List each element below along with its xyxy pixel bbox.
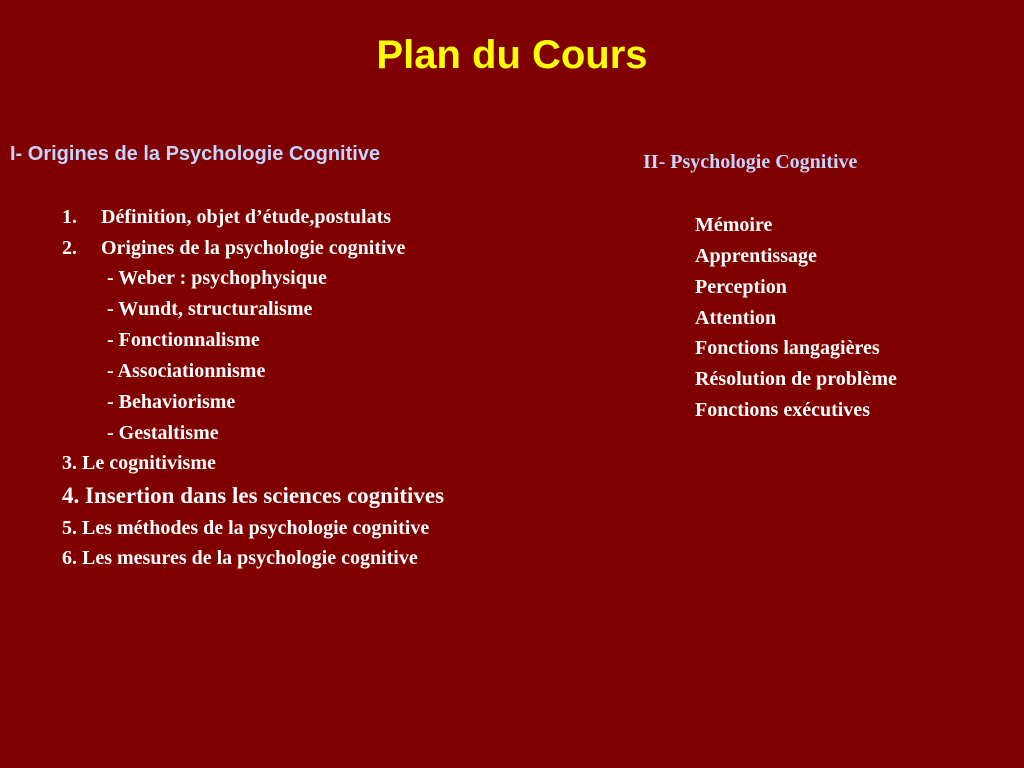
list-item: 4. Insertion dans les sciences cognitives: [62, 483, 445, 508]
topic-item: Perception: [695, 276, 787, 298]
sub-list-item: - Fonctionnalisme: [107, 329, 260, 351]
list-item-text: Définition, objet d’étude,postulats: [101, 206, 392, 228]
sub-list-item: - Behaviorisme: [107, 391, 236, 413]
list-item-number: 1.: [62, 206, 77, 228]
list-item: 6. Les mesures de la psychologie cognitive: [62, 547, 418, 569]
list-item: [62, 205, 391, 229]
list-item-text: Origines de la psychologie cognitive: [101, 237, 406, 259]
topic-item: Résolution de problème: [695, 368, 897, 390]
list-item: 3. Le cognitivisme: [62, 452, 216, 474]
sub-list-item: - Associationnisme: [107, 360, 266, 382]
topic-item: Fonctions langagières: [695, 337, 880, 359]
sub-list-item: - Gestaltisme: [107, 422, 219, 444]
topic-item: Apprentissage: [695, 245, 817, 267]
list-item: [62, 236, 405, 260]
topic-item: Mémoire: [695, 214, 773, 236]
topic-item: Fonctions exécutives: [695, 399, 870, 421]
slide-title: Plan du Cours: [376, 33, 648, 77]
sub-list-item: - Wundt, structuralisme: [107, 298, 313, 320]
list-item-number: 2.: [62, 237, 77, 259]
sub-list-item: - Weber : psychophysique: [107, 267, 327, 289]
list-item: 5. Les méthodes de la psychologie cognitive: [62, 517, 430, 539]
section-2-heading: II- Psychologie Cognitive: [643, 151, 858, 173]
topic-item: Attention: [695, 307, 777, 329]
section-1-heading: I- Origines de la Psychologie Cognitive: [10, 143, 381, 165]
